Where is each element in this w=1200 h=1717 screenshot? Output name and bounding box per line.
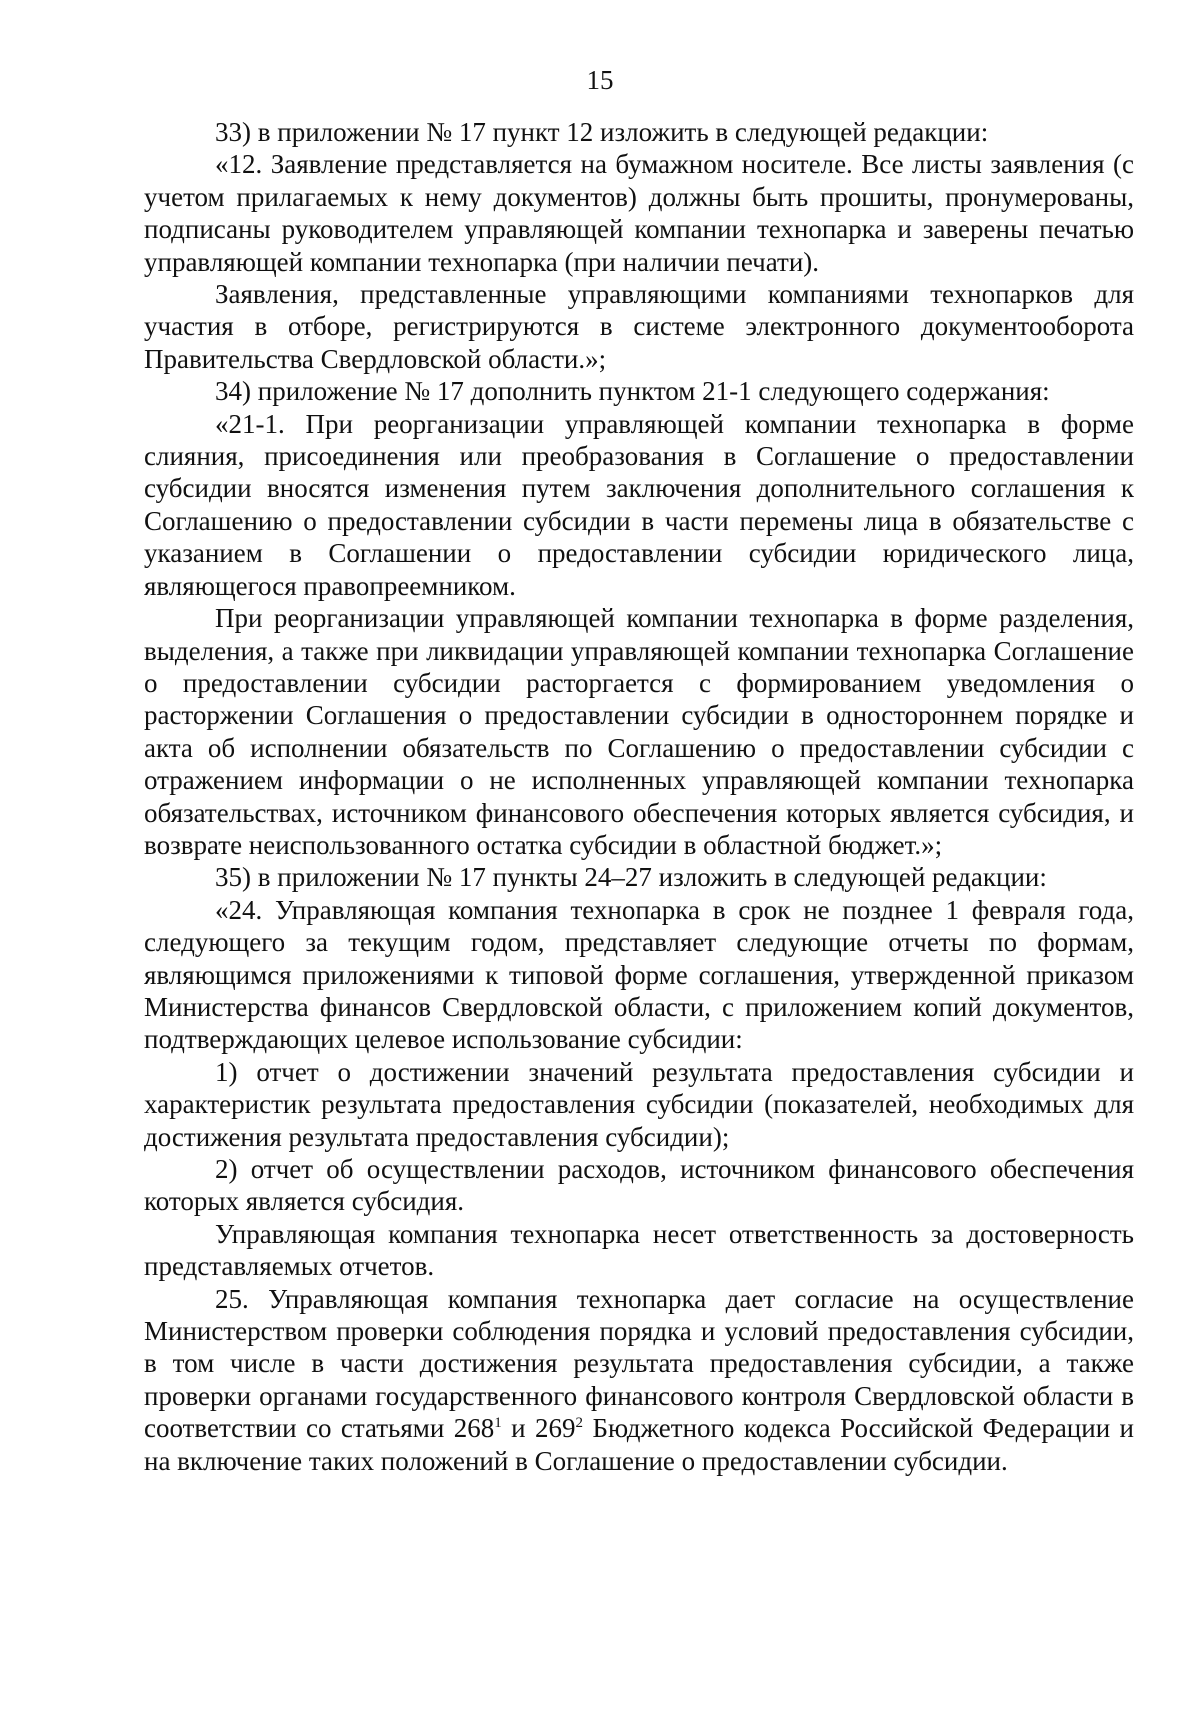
- paragraph-responsibility: Управляющая компания технопарка несет ответственность за достоверность представляемых отчетов.: [144, 1218, 1134, 1282]
- list-item-1: 1) отчет о достижении значений результата предоставления субсидии и характеристик результата предоставления субсидии (показателей, необходимых для достижения результата предоставления субсидии);: [144, 1056, 1134, 1152]
- document-body: [144, 116, 1134, 1477]
- page-number: 15: [586, 65, 614, 95]
- paragraph-registration: Заявления, представленные управляющими компаниями технопарков для участия в отборе, регистрируются в системе электронного документооборота Правительства Свердловской области.»;: [144, 279, 1134, 374]
- paragraph-24: «24. Управляющая компания технопарка в срок не позднее 1 февраля года, следующего за текущим годом, представляет следующие отчеты по формам, являющимся приложениями к типовой форме соглашения, утвержденной приказом Министерства финансов Свердловской области, с приложением копий документов, подтверждающих целевое использование субсидии:: [144, 894, 1134, 1055]
- paragraph-21-1: «21-1. При реорганизации управляющей компании технопарка в форме слияния, присоединения или преобразования в Соглашение о предоставлении субсидии вносятся изменения путем заключения дополнительного соглашения к Соглашению о предоставлении субсидии в части перемены лица в обязательстве с указанием в Соглашении о предоставлении субсидии юридического лица, являющегося правопреемником.: [144, 408, 1134, 601]
- superscript-2: 2: [575, 1415, 584, 1432]
- paragraph-25-before: 25. Управляющая компания технопарка дает согласие на осуществление Министерством проверки соблюдения порядка и условий предоставления субсидии, в том числе в части достижения результата предоставления субсидии, а также проверки органами государственного финансового контроля Свердловской области в соответствии со статьями 268: [144, 1283, 1134, 1444]
- paragraph-35: 35) в приложении № 17 пункты 24–27 изложить в следующей редакции:: [215, 862, 1047, 893]
- paragraph-25: [144, 1283, 1134, 1477]
- paragraph-33: 33) в приложении № 17 пункт 12 изложить в следующей редакции:: [215, 117, 989, 147]
- paragraph-25-middle: и 269: [501, 1413, 576, 1444]
- superscript-1: 1: [494, 1415, 502, 1432]
- paragraph-12-text: «12. Заявление представляется на бумажном носителе. Все листы заявления (с учетом прилагаемых к нему документов) должны быть прошиты, пронумерованы, подписаны руководителем управляющей компании технопарка и заверены печатью управляющей компании технопарка (при наличии печати).: [144, 149, 1134, 277]
- paragraph-34: 34) приложение № 17 дополнить пунктом 21-1 следующего содержания:: [215, 376, 1050, 407]
- paragraph-reorganization: При реорганизации управляющей компании технопарка в форме разделения, выделения, а также при ликвидации управляющей компании технопарка Соглашение о предоставлении субсидии расторгается с формированием уведомления о расторжении Соглашения о предоставлении субсидии в одностороннем порядке и акта об исполнении обязательств по Соглашению о предоставлении субсидии с отражением информации о не исполненных управляющей компании технопарка обязательствах, источником финансового обеспечения которых является субсидия, и возврате неиспользованного остатка субсидии в областной бюджет.»;: [144, 603, 1134, 860]
- list-item-2: 2) отчет об осуществлении расходов, источником финансового обеспечения которых является субсидия.: [144, 1154, 1134, 1217]
- paragraph-25-after: Бюджетного кодекса Российской Федерации и на включение таких положений в Соглашение о предоставлении субсидии.: [144, 1413, 1135, 1476]
